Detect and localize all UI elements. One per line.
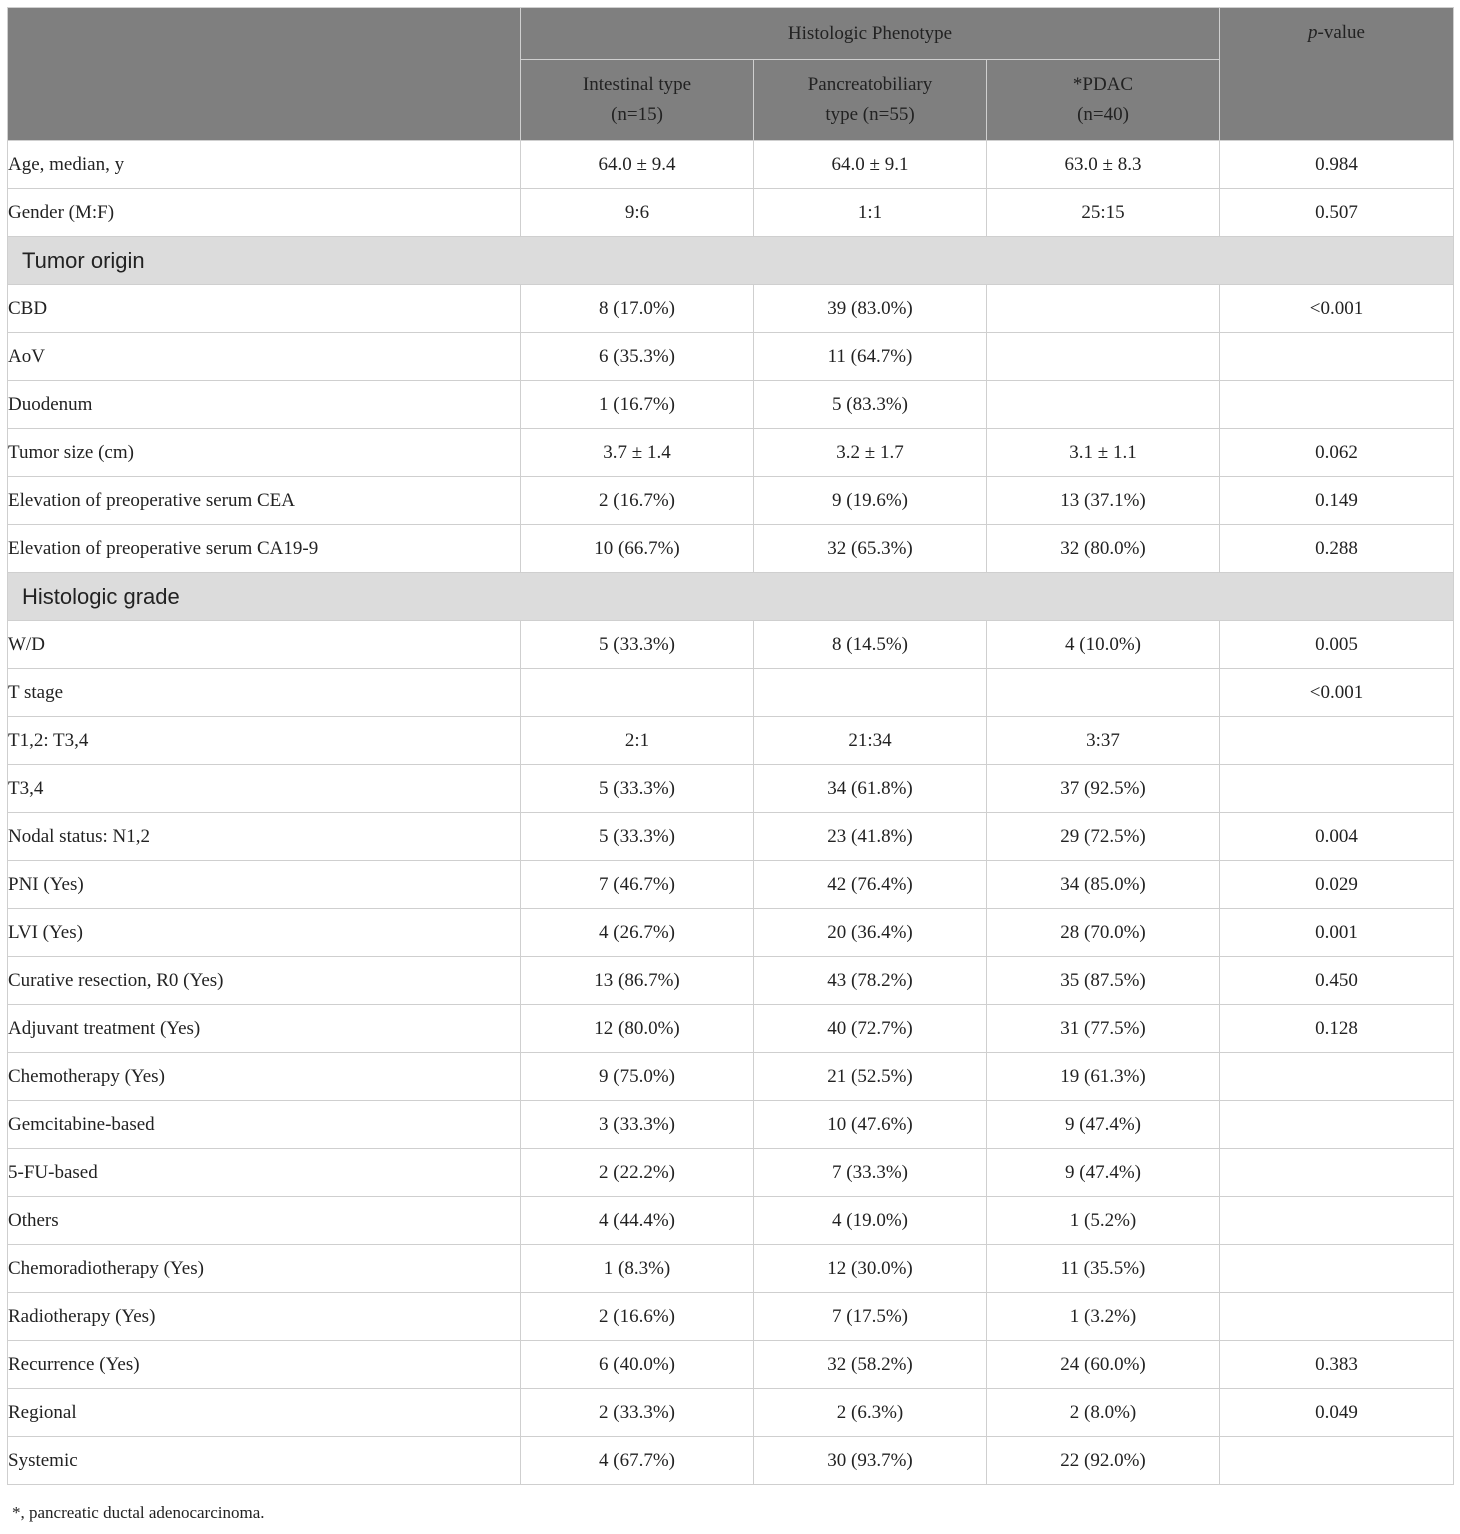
value-cell: 1 (8.3%)	[521, 1245, 754, 1293]
table-row	[8, 765, 1454, 813]
row-label: 5-FU-based	[8, 1149, 521, 1197]
histology-table	[7, 7, 1454, 1485]
value-cell: 7 (33.3%)	[754, 1149, 987, 1197]
table-row	[8, 957, 1454, 1005]
pvalue-cell: 0.128	[1220, 1005, 1454, 1053]
value-cell: 3.7 ± 1.4	[521, 429, 754, 477]
table-row	[8, 1005, 1454, 1053]
pvalue-italic: p	[1308, 22, 1318, 43]
section-label: Tumor origin	[8, 237, 1454, 285]
row-label: Tumor size (cm)	[8, 429, 521, 477]
row-label: Duodenum	[8, 381, 521, 429]
header-col-line2: (n=40)	[1077, 104, 1129, 125]
pvalue-cell: <0.001	[1220, 285, 1454, 333]
table-row	[8, 1341, 1454, 1389]
value-cell: 9 (47.4%)	[987, 1149, 1220, 1197]
value-cell: 35 (87.5%)	[987, 957, 1220, 1005]
table-row	[8, 861, 1454, 909]
pvalue-cell: 0.004	[1220, 813, 1454, 861]
value-cell: 2 (6.3%)	[754, 1389, 987, 1437]
value-cell	[987, 669, 1220, 717]
header-intestinal-type	[521, 60, 754, 141]
value-cell	[987, 333, 1220, 381]
pvalue-rest: -value	[1317, 22, 1365, 43]
value-cell: 24 (60.0%)	[987, 1341, 1220, 1389]
value-cell: 1 (3.2%)	[987, 1293, 1220, 1341]
pvalue-cell: 0.383	[1220, 1341, 1454, 1389]
row-label: Gemcitabine-based	[8, 1101, 521, 1149]
row-label: Systemic	[8, 1437, 521, 1485]
value-cell: 9:6	[521, 189, 754, 237]
table-row	[8, 621, 1454, 669]
value-cell: 28 (70.0%)	[987, 909, 1220, 957]
value-cell: 4 (10.0%)	[987, 621, 1220, 669]
row-label: LVI (Yes)	[8, 909, 521, 957]
header-col-line2: type (n=55)	[825, 104, 915, 125]
value-cell: 3.1 ± 1.1	[987, 429, 1220, 477]
value-cell: 1 (16.7%)	[521, 381, 754, 429]
value-cell: 30 (93.7%)	[754, 1437, 987, 1485]
pvalue-cell: 0.062	[1220, 429, 1454, 477]
row-label: Age, median, y	[8, 141, 521, 189]
row-label: Curative resection, R0 (Yes)	[8, 957, 521, 1005]
pvalue-cell: 0.507	[1220, 189, 1454, 237]
pvalue-cell	[1220, 1437, 1454, 1485]
value-cell: 64.0 ± 9.1	[754, 141, 987, 189]
value-cell: 13 (86.7%)	[521, 957, 754, 1005]
header-col-line2: (n=15)	[611, 104, 663, 125]
section-label: Histologic grade	[8, 573, 1454, 621]
pvalue-cell: 0.029	[1220, 861, 1454, 909]
header-pancreatobiliary-type	[754, 60, 987, 141]
header-col-line1: Intestinal type	[582, 74, 692, 95]
value-cell: 7 (17.5%)	[754, 1293, 987, 1341]
value-cell: 64.0 ± 9.4	[521, 141, 754, 189]
table-row	[8, 717, 1454, 765]
value-cell: 37 (92.5%)	[987, 765, 1220, 813]
row-label: Gender (M:F)	[8, 189, 521, 237]
header-blank	[8, 8, 521, 141]
value-cell: 5 (33.3%)	[521, 813, 754, 861]
pvalue-cell	[1220, 333, 1454, 381]
value-cell: 9 (75.0%)	[521, 1053, 754, 1101]
table-row	[8, 381, 1454, 429]
table-row	[8, 1053, 1454, 1101]
table-row	[8, 1293, 1454, 1341]
section-row	[8, 237, 1454, 285]
value-cell: 4 (44.4%)	[521, 1197, 754, 1245]
table-row	[8, 1149, 1454, 1197]
table-row	[8, 189, 1454, 237]
pvalue-cell: 0.001	[1220, 909, 1454, 957]
value-cell: 5 (33.3%)	[521, 621, 754, 669]
value-cell: 21 (52.5%)	[754, 1053, 987, 1101]
row-label: Chemotherapy (Yes)	[8, 1053, 521, 1101]
value-cell: 11 (35.5%)	[987, 1245, 1220, 1293]
value-cell: 39 (83.0%)	[754, 285, 987, 333]
value-cell: 9 (19.6%)	[754, 477, 987, 525]
value-cell: 42 (76.4%)	[754, 861, 987, 909]
value-cell: 10 (66.7%)	[521, 525, 754, 573]
pvalue-cell: 0.450	[1220, 957, 1454, 1005]
value-cell: 4 (67.7%)	[521, 1437, 754, 1485]
value-cell: 23 (41.8%)	[754, 813, 987, 861]
value-cell: 2 (16.6%)	[521, 1293, 754, 1341]
table-row	[8, 1389, 1454, 1437]
header-group-histologic-phenotype: Histologic Phenotype	[521, 8, 1220, 60]
value-cell: 3:37	[987, 717, 1220, 765]
pvalue-cell: 0.288	[1220, 525, 1454, 573]
pvalue-cell	[1220, 381, 1454, 429]
value-cell: 5 (83.3%)	[754, 381, 987, 429]
row-label: Chemoradiotherapy (Yes)	[8, 1245, 521, 1293]
value-cell: 7 (46.7%)	[521, 861, 754, 909]
value-cell: 19 (61.3%)	[987, 1053, 1220, 1101]
value-cell: 2 (33.3%)	[521, 1389, 754, 1437]
row-label: Elevation of preoperative serum CA19-9	[8, 525, 521, 573]
pvalue-cell	[1220, 1293, 1454, 1341]
value-cell: 11 (64.7%)	[754, 333, 987, 381]
value-cell: 4 (26.7%)	[521, 909, 754, 957]
value-cell: 43 (78.2%)	[754, 957, 987, 1005]
section-row	[8, 573, 1454, 621]
footnote: *, pancreatic ductal adenocarcinoma.	[12, 1503, 265, 1522]
table-header	[8, 8, 1454, 141]
value-cell: 5 (33.3%)	[521, 765, 754, 813]
value-cell: 31 (77.5%)	[987, 1005, 1220, 1053]
value-cell: 29 (72.5%)	[987, 813, 1220, 861]
value-cell: 34 (61.8%)	[754, 765, 987, 813]
table-row	[8, 1197, 1454, 1245]
row-label: T3,4	[8, 765, 521, 813]
row-label: Nodal status: N1,2	[8, 813, 521, 861]
value-cell: 9 (47.4%)	[987, 1101, 1220, 1149]
row-label: Elevation of preoperative serum CEA	[8, 477, 521, 525]
value-cell: 20 (36.4%)	[754, 909, 987, 957]
table-row	[8, 285, 1454, 333]
row-label: CBD	[8, 285, 521, 333]
row-label: Recurrence (Yes)	[8, 1341, 521, 1389]
value-cell: 2:1	[521, 717, 754, 765]
value-cell: 32 (58.2%)	[754, 1341, 987, 1389]
value-cell: 8 (17.0%)	[521, 285, 754, 333]
pvalue-cell	[1220, 1101, 1454, 1149]
value-cell: 1:1	[754, 189, 987, 237]
pvalue-cell: 0.049	[1220, 1389, 1454, 1437]
table-row	[8, 333, 1454, 381]
value-cell: 8 (14.5%)	[754, 621, 987, 669]
value-cell: 4 (19.0%)	[754, 1197, 987, 1245]
value-cell: 32 (65.3%)	[754, 525, 987, 573]
table-row	[8, 669, 1454, 717]
table-row	[8, 1245, 1454, 1293]
value-cell: 2 (22.2%)	[521, 1149, 754, 1197]
table-row	[8, 429, 1454, 477]
value-cell: 34 (85.0%)	[987, 861, 1220, 909]
value-cell: 40 (72.7%)	[754, 1005, 987, 1053]
value-cell	[521, 669, 754, 717]
row-label: T stage	[8, 669, 521, 717]
header-col-line1: Pancreatobiliary	[807, 74, 933, 95]
pvalue-cell: 0.005	[1220, 621, 1454, 669]
row-label: AoV	[8, 333, 521, 381]
table-row	[8, 1437, 1454, 1485]
value-cell: 6 (40.0%)	[521, 1341, 754, 1389]
pvalue-cell	[1220, 1149, 1454, 1197]
pvalue-cell: <0.001	[1220, 669, 1454, 717]
value-cell: 22 (92.0%)	[987, 1437, 1220, 1485]
table-row	[8, 813, 1454, 861]
row-label: W/D	[8, 621, 521, 669]
value-cell: 2 (8.0%)	[987, 1389, 1220, 1437]
pvalue-cell	[1220, 1197, 1454, 1245]
pvalue-cell: 0.984	[1220, 141, 1454, 189]
row-label: PNI (Yes)	[8, 861, 521, 909]
table-row	[8, 477, 1454, 525]
row-label: Regional	[8, 1389, 521, 1437]
table-row	[8, 1101, 1454, 1149]
value-cell: 25:15	[987, 189, 1220, 237]
value-cell: 3 (33.3%)	[521, 1101, 754, 1149]
pvalue-cell	[1220, 1053, 1454, 1101]
value-cell	[987, 381, 1220, 429]
value-cell: 2 (16.7%)	[521, 477, 754, 525]
row-label: Adjuvant treatment (Yes)	[8, 1005, 521, 1053]
value-cell	[987, 285, 1220, 333]
value-cell: 21:34	[754, 717, 987, 765]
value-cell: 32 (80.0%)	[987, 525, 1220, 573]
row-label: Radiotherapy (Yes)	[8, 1293, 521, 1341]
value-cell: 63.0 ± 8.3	[987, 141, 1220, 189]
value-cell: 10 (47.6%)	[754, 1101, 987, 1149]
value-cell: 12 (80.0%)	[521, 1005, 754, 1053]
value-cell: 13 (37.1%)	[987, 477, 1220, 525]
header-col-line1: *PDAC	[1072, 74, 1134, 95]
header-pdac	[987, 60, 1220, 141]
header-pvalue	[1220, 8, 1454, 141]
value-cell: 3.2 ± 1.7	[754, 429, 987, 477]
value-cell: 1 (5.2%)	[987, 1197, 1220, 1245]
table-body	[8, 141, 1454, 1485]
pvalue-cell	[1220, 765, 1454, 813]
value-cell	[754, 669, 987, 717]
table-row	[8, 141, 1454, 189]
value-cell: 6 (35.3%)	[521, 333, 754, 381]
pvalue-cell: 0.149	[1220, 477, 1454, 525]
table-row	[8, 909, 1454, 957]
row-label: T1,2: T3,4	[8, 717, 521, 765]
pvalue-cell	[1220, 717, 1454, 765]
value-cell: 12 (30.0%)	[754, 1245, 987, 1293]
table-row	[8, 525, 1454, 573]
row-label: Others	[8, 1197, 521, 1245]
pvalue-cell	[1220, 1245, 1454, 1293]
